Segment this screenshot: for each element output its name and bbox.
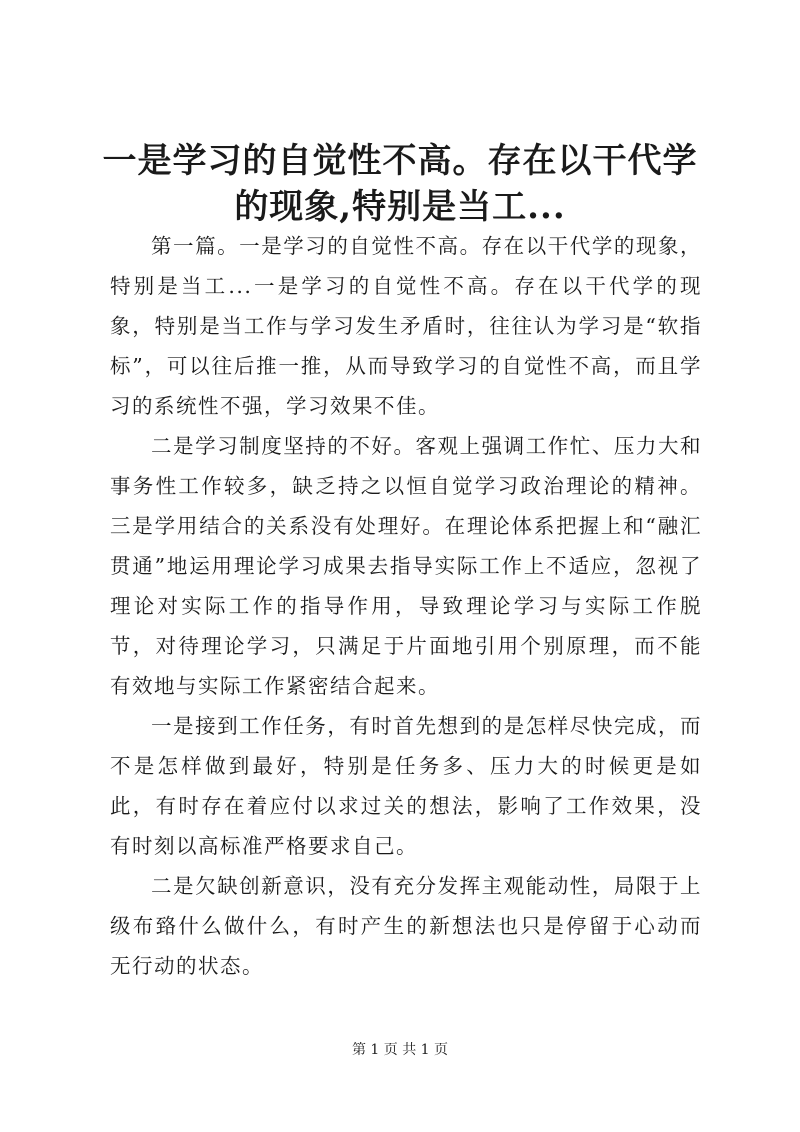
document-title: 一是学习的自觉性不高。存在以干代学的现象,特别是当工... <box>102 141 698 227</box>
document-body <box>110 226 702 986</box>
paragraph-1: 第一篇。一是学习的自觉性不高。存在以干代学的现象，特别是当工...一是学习的自觉性不高。存在以干代学的现象，特别是当工作与学习发生矛盾时，往往认为学习是“软指标”，可以往后推一推，从而导致学习的自觉性不高，而且学习的系统性不强，学习效果不佳。 <box>110 234 702 418</box>
paragraph-4: 二是欠缺创新意识，没有充分发挥主观能动性，局限于上级布臵什么做什么，有时产生的新想法也只是停留于心动而无行动的状态。 <box>110 874 702 978</box>
page-footer: 第 1 页 共 1 页 <box>351 1042 449 1058</box>
paragraph-2: 二是学习制度坚持的不好。客观上强调工作忙、压力大和事务性工作较多，缺乏持之以恒自觉学习政治理论的精神。三是学用结合的关系没有处理好。在理论体系把握上和“融汇贯通”地运用理论学习成果去指导实际工作上不适应，忽视了理论对实际工作的指导作用，导致理论学习与实际工作脱节，对待理论学习，只满足于片面地引用个别原理，而不能有效地与实际工作紧密结合起来。 <box>110 434 702 698</box>
paragraph-3: 一是接到工作任务，有时首先想到的是怎样尽快完成，而不是怎样做到最好，特别是任务多、压力大的时候更是如此，有时存在着应付以求过关的想法，影响了工作效果，没有时刻以高标准严格要求自己。 <box>110 714 702 858</box>
